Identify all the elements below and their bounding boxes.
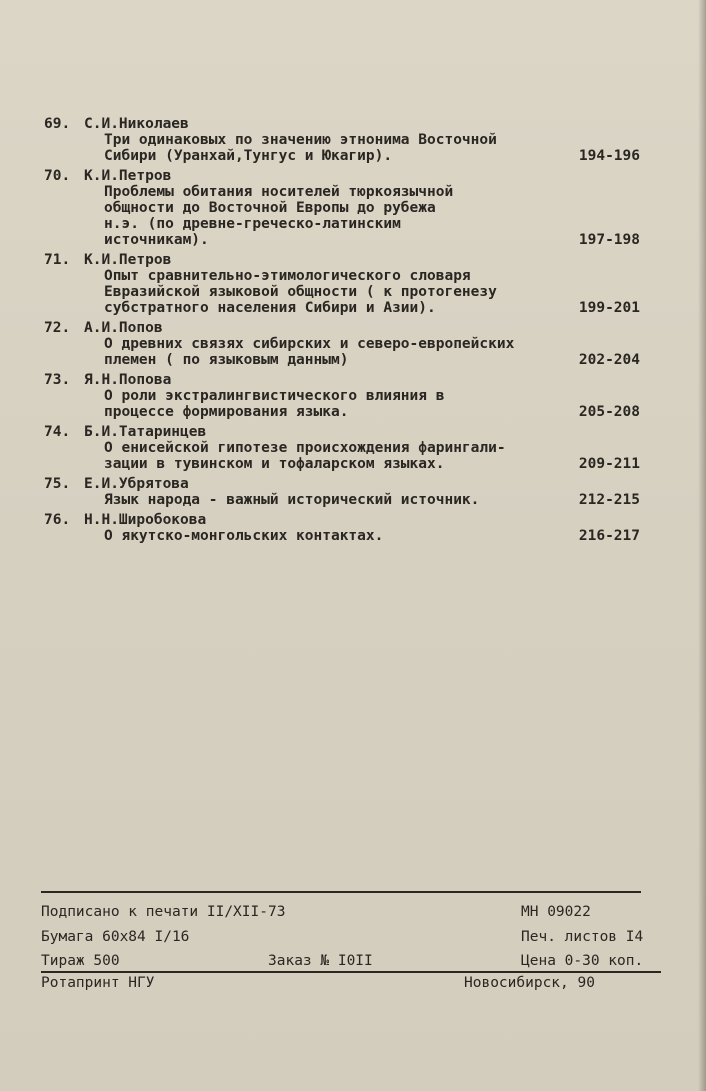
entry-title-line: О якутско-монгольских контактах.: [104, 528, 384, 544]
entry-title-line: Опыт сравнительно-этимологического словаря: [104, 268, 471, 284]
entry-pages: 199-201: [578, 300, 640, 316]
entry-title-line: процессе формирования языка.: [104, 404, 349, 420]
entry-author: С.И.Николаев: [84, 116, 189, 132]
entry-title-line: Три одинаковых по значению этнонима Восточной: [104, 132, 497, 148]
entry-number: 73.: [44, 372, 71, 388]
entry-title-line: зации в тувинском и тофаларском языках.: [104, 456, 445, 472]
entry-pages: 212-215: [578, 492, 640, 508]
entry-title-line: субстратного населения Сибири и Азии).: [104, 300, 436, 316]
imprint-underline: [41, 971, 661, 973]
entry-pages: 205-208: [578, 404, 640, 420]
entry-number: 69.: [44, 116, 71, 132]
imprint-signed: Подписано к печати II/XII-73: [41, 904, 286, 920]
entry-title-line: Сибири (Уранхай,Тунгус и Юкагир).: [104, 148, 393, 164]
imprint-price: Цена 0-30 коп.: [521, 953, 644, 969]
entry-author: Б.И.Татаринцев: [84, 424, 207, 440]
entry-pages: 209-211: [578, 456, 640, 472]
entry-number: 76.: [44, 512, 71, 528]
entry-pages: 202-204: [578, 352, 640, 368]
imprint-city: Новосибирск, 90: [464, 975, 595, 991]
entry-title-line: Язык народа - важный исторический источник.: [104, 492, 480, 508]
entry-author: А.И.Попов: [84, 320, 163, 336]
entry-pages: 216-217: [578, 528, 640, 544]
entry-number: 72.: [44, 320, 71, 336]
entry-author: К.И.Петров: [84, 252, 172, 268]
imprint-print-run: Тираж 500: [41, 953, 120, 969]
entry-number: 71.: [44, 252, 71, 268]
imprint-printer: Ротапринт НГУ: [41, 975, 155, 991]
entry-author: Н.Н.Широбокова: [84, 512, 207, 528]
entry-pages: 194-196: [578, 148, 640, 164]
entry-title-line: О енисейской гипотезе происхождения фарингали-: [104, 440, 506, 456]
entry-author: К.И.Петров: [84, 168, 172, 184]
page-edge-shadow: [698, 0, 706, 1091]
imprint-block: [41, 0, 661, 1091]
entry-pages: 197-198: [578, 232, 640, 248]
entry-author: Я.Н.Попова: [84, 372, 172, 388]
entry-author: Е.И.Убрятова: [84, 476, 189, 492]
entry-number: 75.: [44, 476, 71, 492]
entry-title-line: источникам).: [104, 232, 209, 248]
entry-title-line: Евразийской языковой общности ( к протогенезу: [104, 284, 497, 300]
entry-title-line: н.э. (по древне-греческо-латинским: [104, 216, 401, 232]
entry-title-line: О роли экстралингвистического влияния в: [104, 388, 445, 404]
imprint-order: Заказ № I0II: [268, 953, 373, 969]
imprint-paper: Бумага 60х84 I/16: [41, 929, 190, 945]
entry-number: 70.: [44, 168, 71, 184]
entry-number: 74.: [44, 424, 71, 440]
entry-title-line: О древних связях сибирских и северо-европейских: [104, 336, 515, 352]
entry-title-line: Проблемы обитания носителей тюркоязычной: [104, 184, 454, 200]
imprint-mn: МН 09022: [521, 904, 591, 920]
imprint-sheets: Печ. листов I4: [521, 929, 644, 945]
entry-title-line: общности до Восточной Европы до рубежа: [104, 200, 436, 216]
entry-title-line: племен ( по языковым данным): [104, 352, 349, 368]
